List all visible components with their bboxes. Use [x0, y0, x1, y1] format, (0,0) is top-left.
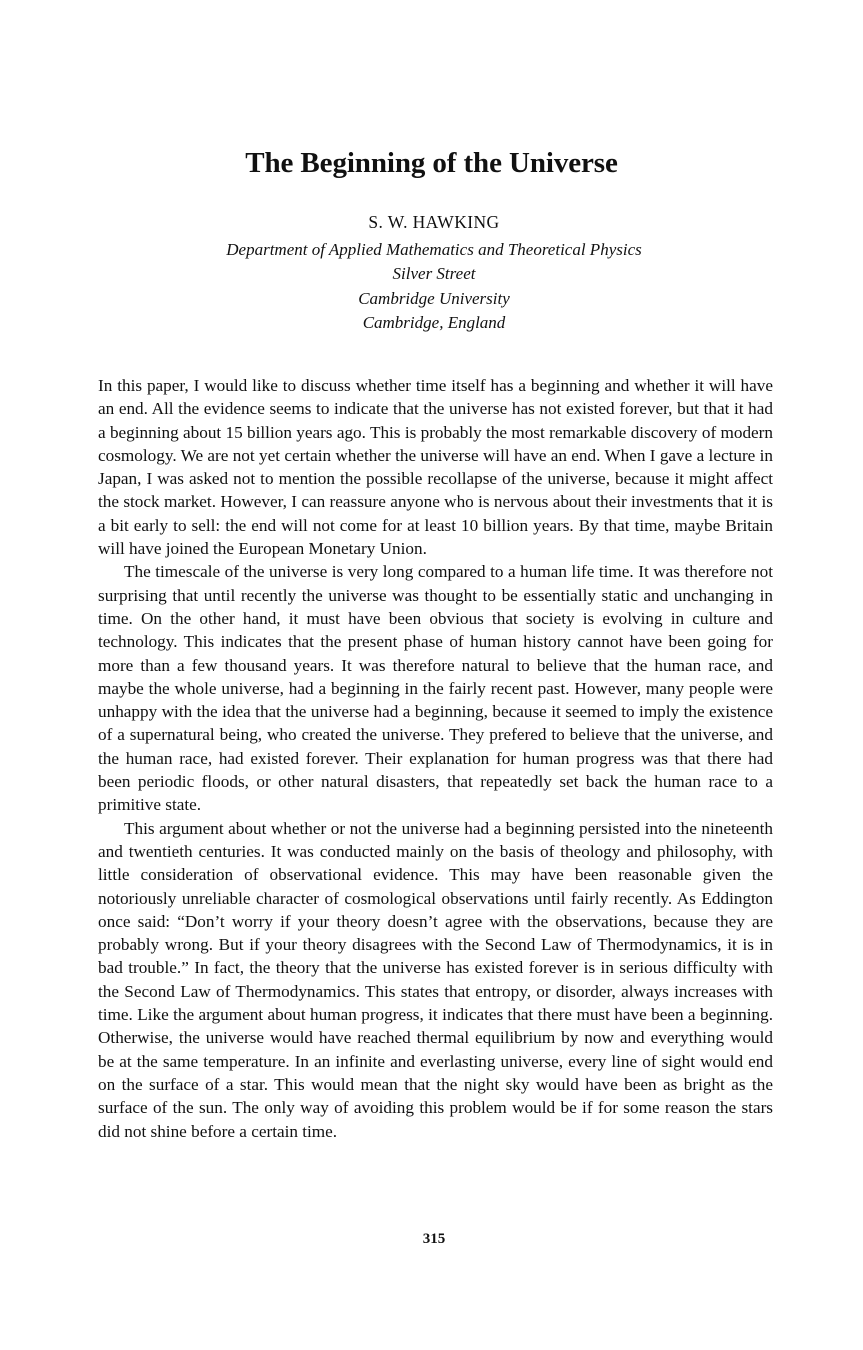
affiliation-university: Cambridge University [358, 288, 510, 308]
paper-body [98, 374, 773, 1143]
author-affiliation [0, 238, 863, 335]
body-paragraph: In this paper, I would like to discuss whether time itself has a beginning and whether it will have an end. All the evidence seems to indicate that the universe has not existed forever, but that it had a beginning about 15 billion years ago. This is probably the most remarkable discovery of modern cosmology. We are not yet certain whether the universe will have an end. When I gave a lecture in Japan, I was asked not to mention the possible recollapse of the universe, because it might affect the stock market. However, I can reassure anyone who is nervous about their investments that it is a bit early to sell: the end will not come for at least 10 billion years. By that time, maybe Britain will have joined the European Monetary Union. [98, 376, 773, 559]
author-name: S. W. HAWKING [368, 212, 500, 232]
body-paragraph: The timescale of the universe is very long compared to a human life time. It was therefore not surprising that until recently the universe was thought to be essentially static and unchanging in time. On the other hand, it must have been obvious that society is evolving in culture and technology. This indicates that the present phase of human history cannot have been going for more than a few thousand years. It was therefore natural to believe that the human race, and maybe the whole universe, had a beginning in the fairly recent past. However, many people were unhappy with the idea that the universe had a beginning, because it seemed to imply the existence of a supernatural being, who created the universe. They prefered to believe that the universe, and the human race, had existed forever. Their explanation for human progress was that there had been periodic floods, or other natural disasters, that repeatedly set back the human race to a primitive state. [98, 562, 773, 815]
paper-title: The Beginning of the Universe [245, 147, 618, 179]
body-paragraph: This argument about whether or not the universe had a beginning persisted into the nineteenth and twentieth centuries. It was conducted mainly on the basis of theology and philosophy, with little consideration of observational evidence. This may have been reasonable given the notoriously unreliable character of cosmological observations until fairly recently. As Eddington once said: “Don’t worry if your theory doesn’t agree with the observations, because they are probably wrong. But if your theory disagrees with the Second Law of Thermodynamics, it is in bad trouble.” In fact, the theory that the universe has existed forever is in serious difficulty with the Second Law of Thermodynamics. This states that entropy, or disorder, always increases with time. Like the argument about human progress, it indicates that there must have been a beginning. Otherwise, the universe would have reached thermal equilibrium by now and everything would be at the same temperature. In an infinite and everlasting universe, every line of sight would end on the surface of a star. This would mean that the night sky would have been as bright as the surface of the sun. The only way of avoiding this problem would be if for some reason the stars did not shine before a certain time. [98, 818, 773, 1141]
affiliation-city: Cambridge, England [362, 312, 506, 332]
page-number: 315 [422, 1231, 446, 1247]
affiliation-street: Silver Street [392, 264, 476, 284]
affiliation-department: Department of Applied Mathematics and Theoretical Physics [226, 240, 642, 259]
